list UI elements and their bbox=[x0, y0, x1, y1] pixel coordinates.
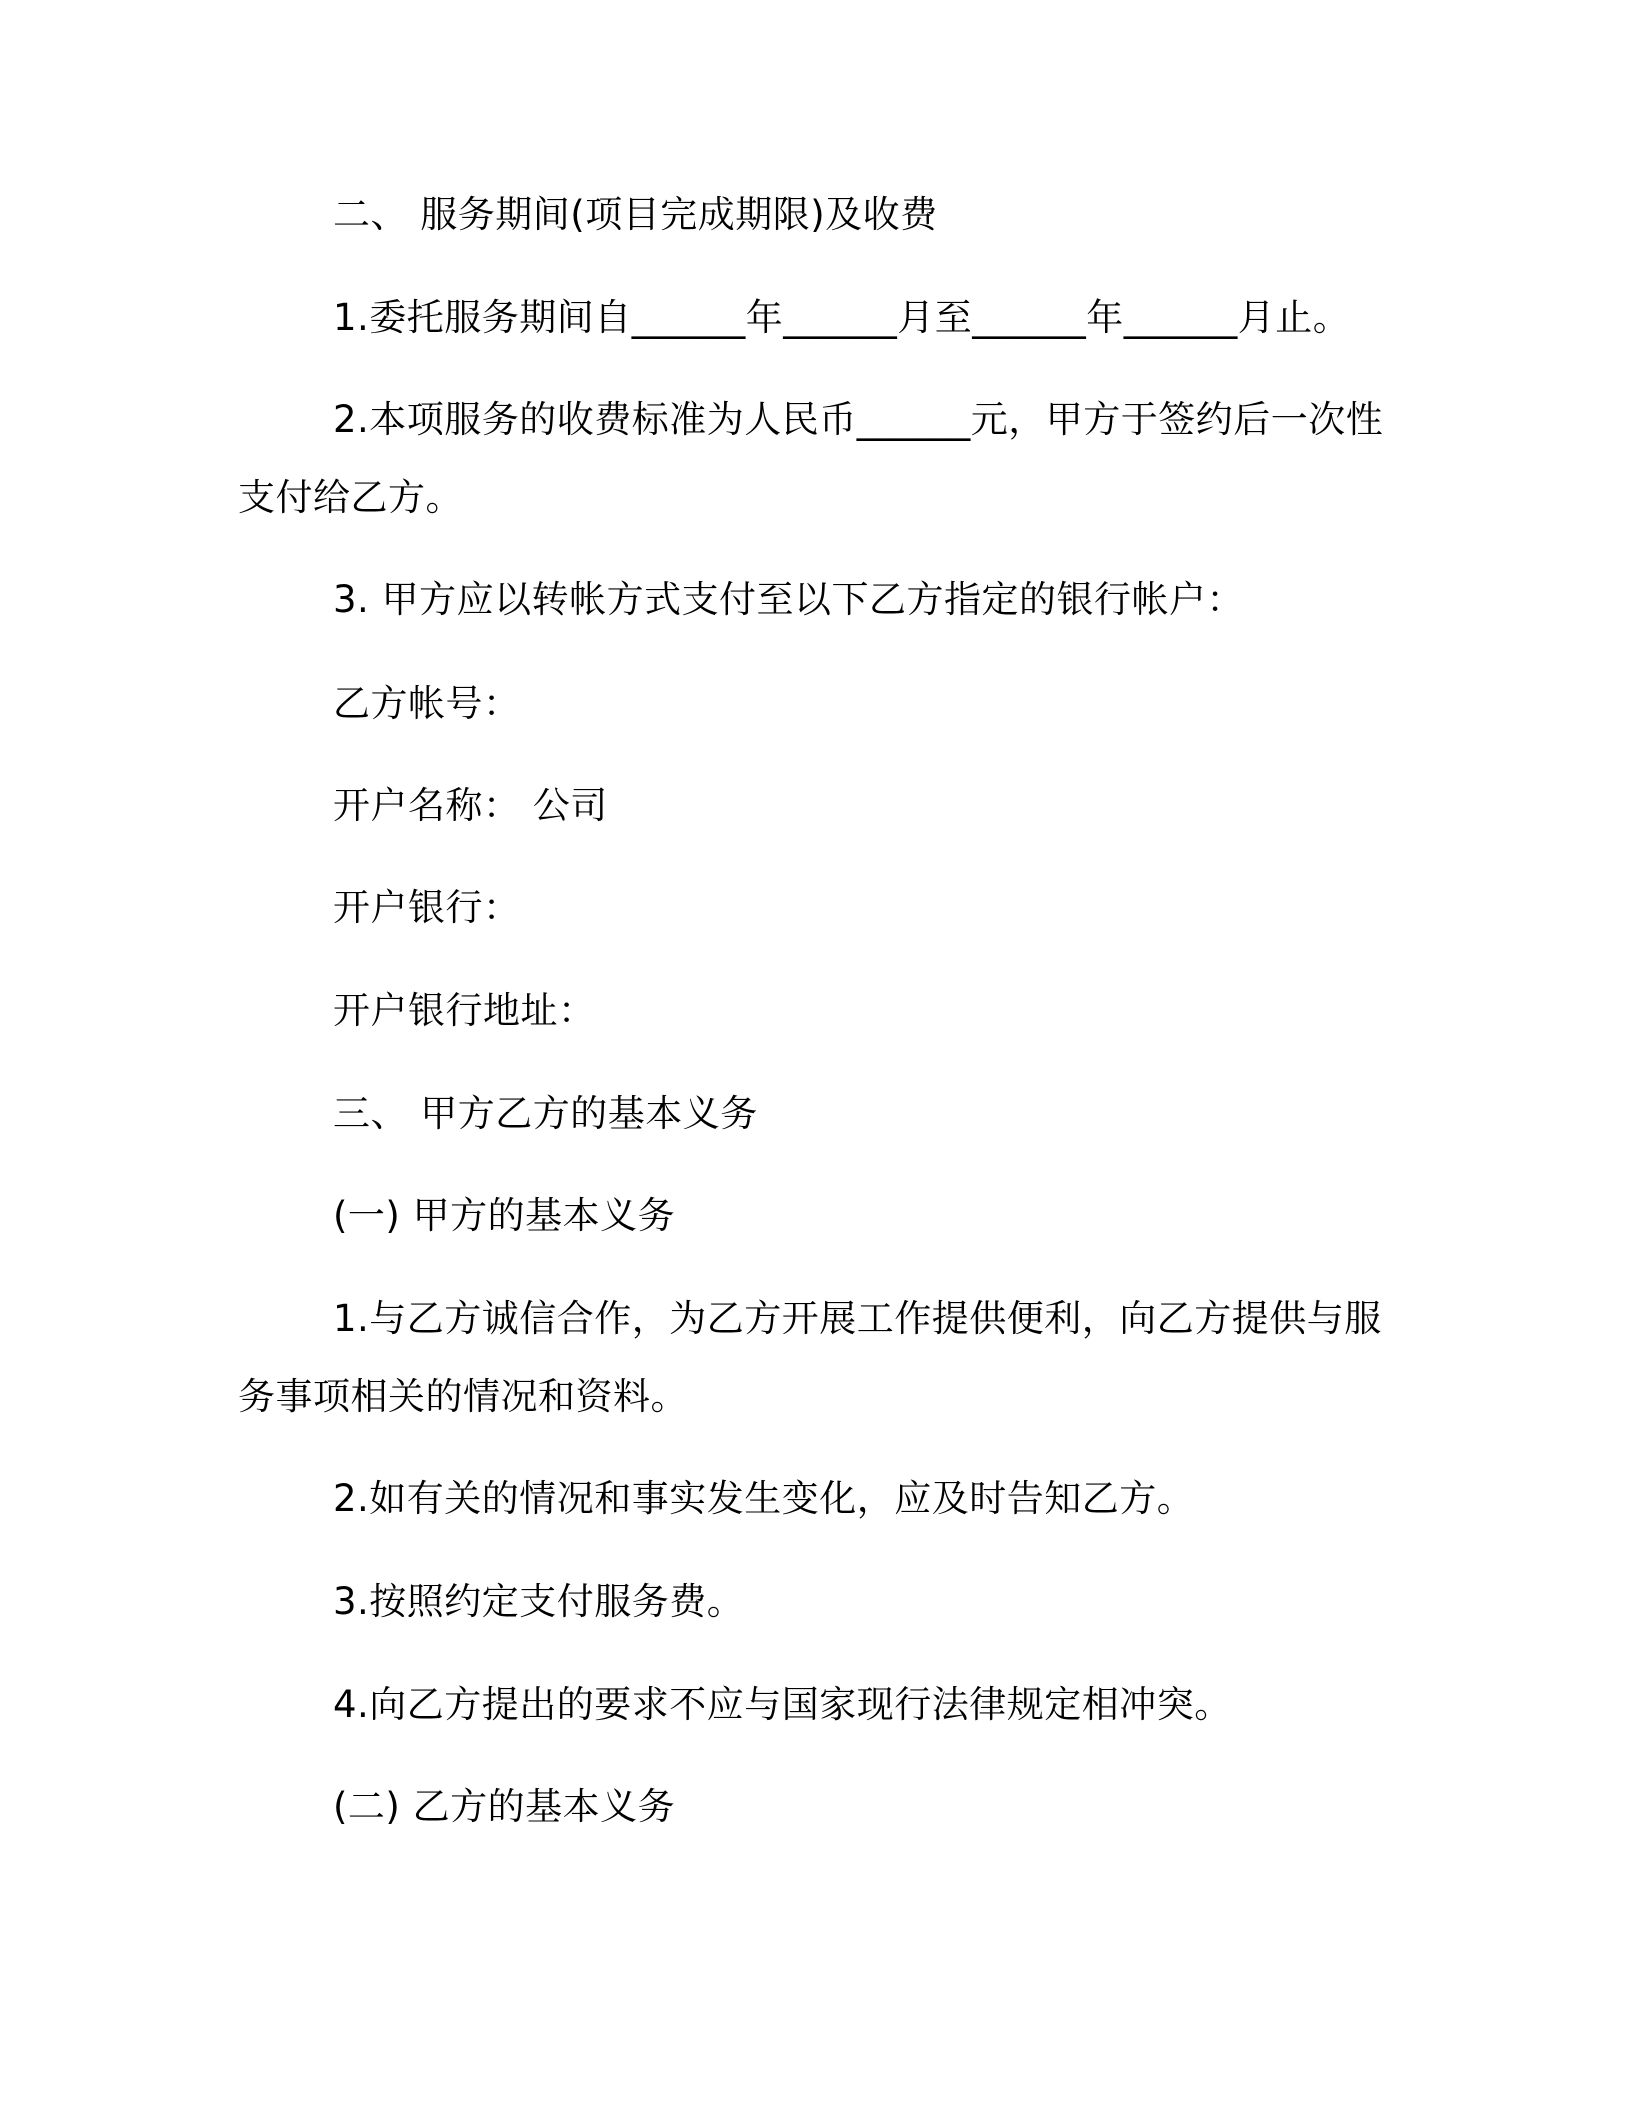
bank-address-label: 开户银行地址： bbox=[333, 989, 596, 1032]
party-a-duty-1-line1: 1.与乙方诚信合作，为乙方开展工作提供便利，向乙方提供与服 bbox=[333, 1297, 1382, 1340]
party-b-duties-heading: (二) 乙方的基本义务 bbox=[333, 1785, 676, 1828]
section-2-heading: 二、 服务期间(项目完成期限)及收费 bbox=[333, 193, 938, 236]
account-name-label: 开户名称： 公司 bbox=[333, 784, 608, 827]
term-period-item: 1.委托服务期间自______年______月至______年______月止。 bbox=[333, 296, 1351, 339]
party-a-duty-2: 2.如有关的情况和事实发生变化，应及时告知乙方。 bbox=[333, 1477, 1195, 1520]
fee-standard-item-line2: 支付给乙方。 bbox=[238, 476, 463, 519]
section-3-heading: 三、 甲方乙方的基本义务 bbox=[333, 1092, 758, 1135]
bank-label: 开户银行： bbox=[333, 886, 521, 929]
party-a-duties-heading: (一) 甲方的基本义务 bbox=[333, 1194, 676, 1237]
payment-method-item: 3. 甲方应以转帐方式支付至以下乙方指定的银行帐户： bbox=[333, 578, 1245, 621]
fee-standard-item-line1: 2.本项服务的收费标准为人民币______元，甲方于签约后一次性 bbox=[333, 398, 1384, 441]
account-number-label: 乙方帐号： bbox=[333, 682, 521, 725]
party-a-duty-1-line2: 务事项相关的情况和资料。 bbox=[238, 1375, 688, 1418]
party-a-duty-4: 4.向乙方提出的要求不应与国家现行法律规定相冲突。 bbox=[333, 1683, 1232, 1726]
party-a-duty-3: 3.按照约定支付服务费。 bbox=[333, 1580, 745, 1623]
